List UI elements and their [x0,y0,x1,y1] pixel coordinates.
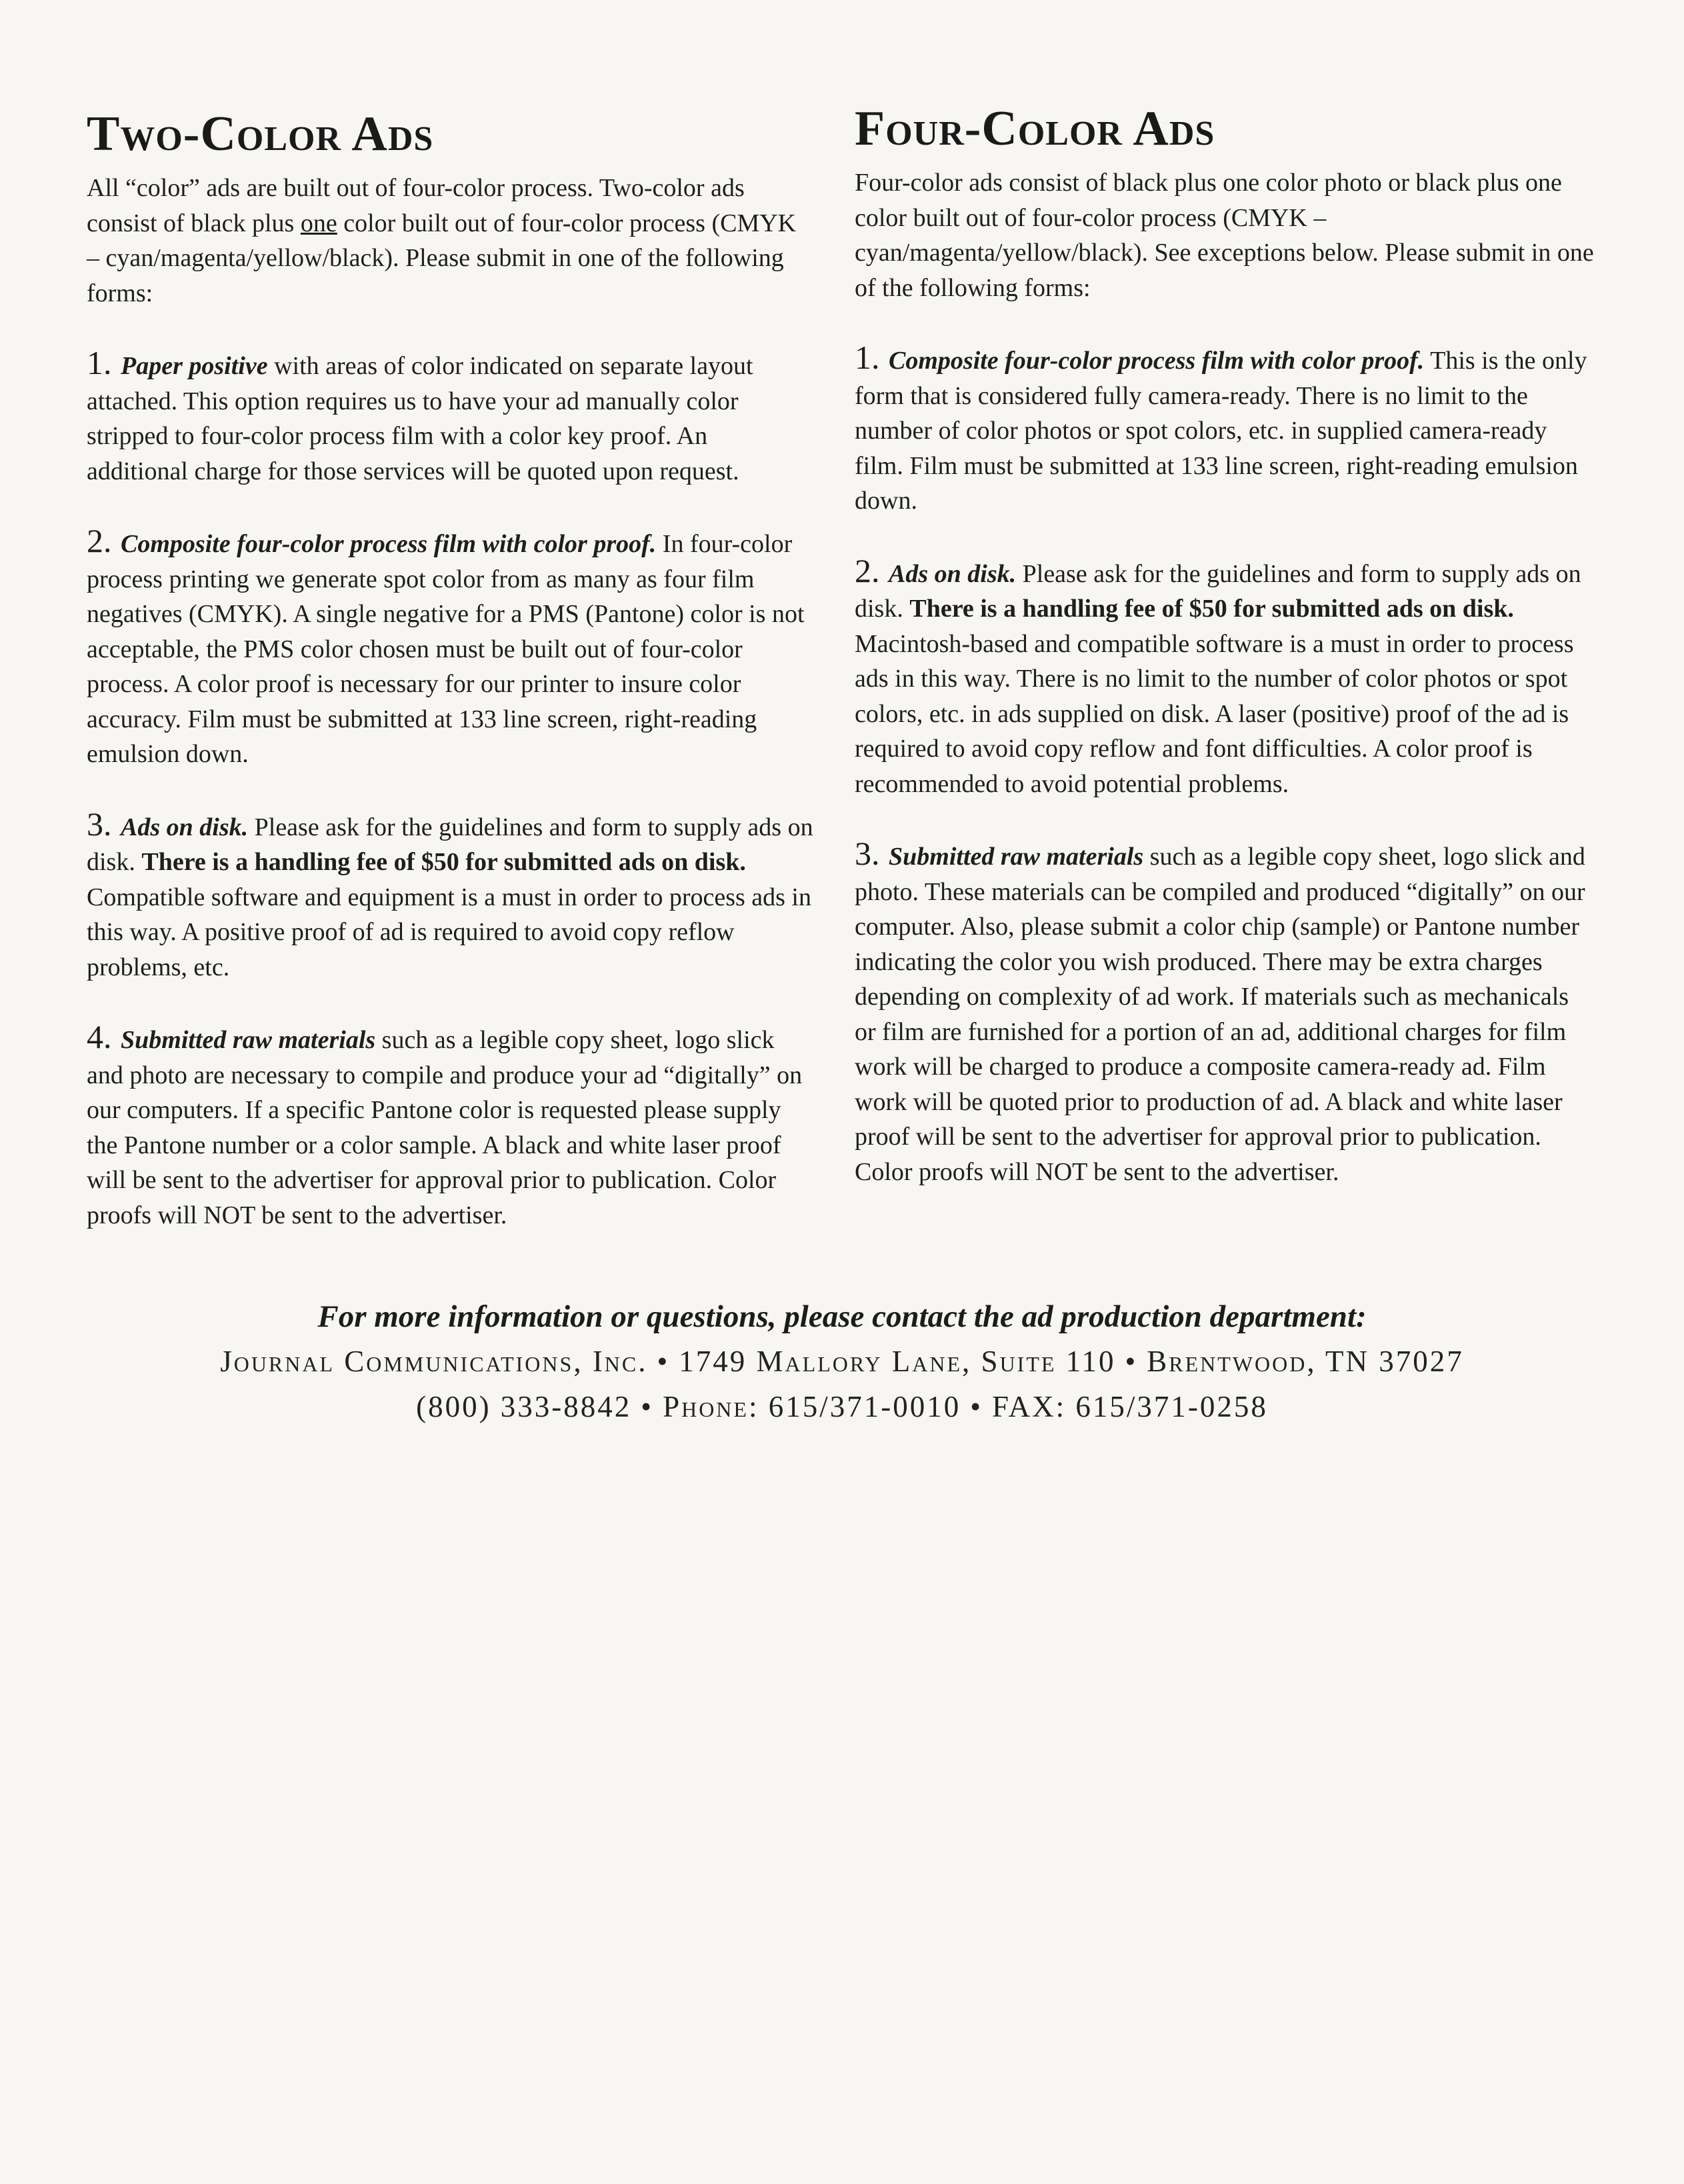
item-number: 3. [87,805,112,843]
two-color-item-2 [87,523,813,772]
contact-call-to-action: For more information or questions, please contact the ad production department: [317,1299,1367,1334]
item-number: 2. [87,522,112,559]
item-text: such as a legible copy sheet, logo slick and photo are necessary to compile and produce your ad “digitally” on our computers. If a specific Pantone color is requested please supply the Pantone number or a color sample. A black and white laser proof will be sent to the advertiser for approval prior to publication. Color proofs will NOT be sent to the advertiser. [87,1026,803,1229]
bullet-separator: • [970,1390,983,1423]
city-state-zip: Brentwood, TN 37027 [1147,1345,1464,1378]
toll-free-number: (800) 333-8842 [416,1390,632,1423]
item-text-end: Macintosh-based and compatible software is a must in order to process ads in this way. There is no limit to the number of color photos or spot colors, etc. in ads supplied on disk. A laser (positive) proof of the ad is required to avoid copy reflow and font difficulties. A color proof is recommended to avoid potential problems. [855,629,1574,798]
two-color-heading: Two-Color Ads [87,107,434,161]
intro-underlined-word: one [300,209,337,237]
intro-text-end: color built out of four-color process (CMYK – cyan/magenta/yellow/black). Please submit in one of the following forms: [87,209,797,307]
item-lead: Ads on disk. [121,813,249,841]
four-color-heading: Four-Color Ads [855,101,1215,156]
item-number: 3. [855,835,880,872]
item-text: such as a legible copy sheet, logo slick and photo. These materials can be compiled and produced “digitally” on our computer. Also, please submit a color chip (sample) or Pantone number indicating the color you wish produced. There may be extra charges depending on complexity of ad work. If materials such as mechanicals or film are furnished for a portion of an ad, additional charges for film work will be charged to produce a composite camera-ready ad. Film work will be quoted prior to production of ad. A black and white laser proof will be sent to the advertiser for approval prior to publication. Color proofs will NOT be sent to the advertiser. [855,843,1585,1186]
four-color-item-1 [855,340,1595,519]
bullet-separator: • [1125,1345,1138,1378]
item-text: Please ask for the guidelines and form to supply ads on disk. [87,813,813,876]
handling-fee-notice: There is a handling fee of $50 for submitted ads on disk. [909,595,1514,623]
two-color-intro [87,171,813,311]
item-text: This is the only form that is considered fully camera-ready. There is no limit to the number of color photos or spot colors, etc. in supplied camera-ready film. Film must be submitted at 133 line screen, right-reading emulsion down. [855,347,1587,515]
bullet-separator: • [657,1345,670,1378]
handling-fee-notice: There is a handling fee of $50 for submitted ads on disk. [141,848,746,876]
two-color-item-3 [87,807,813,985]
item-lead: Paper positive [121,352,268,380]
item-text: with areas of color indicated on separate layout attached. This option requires us to have your ad manually color stripped to four-color process film with a color key proof. An additional charge for those services will be quoted upon request. [87,352,753,485]
two-color-column [87,100,813,1267]
item-number: 1. [87,344,112,381]
four-color-column [855,100,1595,1224]
contact-phone-line [0,1384,1684,1429]
four-color-item-3 [855,836,1595,1189]
bullet-separator: • [641,1390,654,1423]
item-lead: Submitted raw materials [121,1026,376,1054]
item-lead: Composite four-color process film with color proof. [121,530,657,558]
item-number: 2. [855,551,880,589]
item-text: Please ask for the guidelines and form to supply ads on disk. [855,559,1581,623]
contact-address-line [0,1339,1684,1384]
item-text-end: Compatible software and equipment is a must in order to process ads in this way. A positive proof of ad is required to avoid copy reflow problems, etc. [87,883,811,981]
four-color-item-2 [855,553,1595,802]
company-name: Journal Communications, Inc. [220,1345,648,1378]
intro-text: All “color” ads are built out of four-color process. Two-color ads consist of black plus [87,174,745,237]
two-color-item-4 [87,1019,813,1233]
phone-number: Phone: 615/371-0010 [663,1390,961,1423]
contact-footer [0,1295,1684,1429]
item-lead: Composite four-color process film with color proof. [889,347,1425,375]
item-number: 4. [87,1018,112,1055]
two-color-item-1 [87,345,813,489]
street-address: 1749 Mallory Lane, Suite 110 [679,1345,1116,1378]
item-lead: Submitted raw materials [889,843,1144,871]
item-lead: Ads on disk. [889,559,1017,588]
item-text: In four-color process printing we generate spot color from as many as four film negatives (CMYK). A single negative for a PMS (Pantone) color is not acceptable, the PMS color chosen must be built out of four-color process. A color proof is necessary for our printer to insure color accuracy. Film must be submitted at 133 line screen, right-reading emulsion down. [87,530,805,768]
item-number: 1. [855,339,880,376]
four-color-intro: Four-color ads consist of black plus one color photo or black plus one color built out of four-color process (CMYK – cyan/magenta/yellow/black). See exceptions below. Please submit in one of the following forms: [855,169,1594,302]
fax-number: FAX: 615/371-0258 [991,1390,1268,1423]
